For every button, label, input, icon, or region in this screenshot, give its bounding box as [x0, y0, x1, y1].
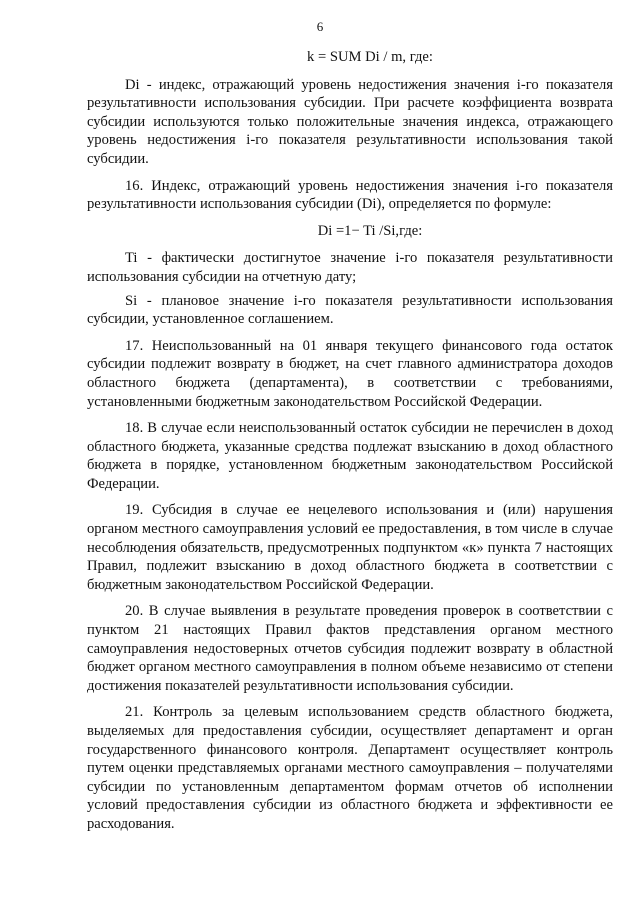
paragraph-17: 17. Неиспользованный на 01 января текущего финансового года остаток субсидии подлежит возврату в бюджет, на счет главного администратора доходов областного бюджета (департамента), в соответствии с требованиями, установленными бюджетным законодательством Российской Федерации.: [87, 337, 613, 410]
definition-di: Di - индекс, отражающий уровень недостижения значения i-го показателя результативности использования субсидии. При расчете коэффициента возврата субсидии используются только положительные значения индекса, отражающего уровень недостижения i-го показателя результативности использования такой субсидии.: [87, 76, 613, 167]
formula-di: Di =1− Ti /Si,где:: [317, 222, 423, 239]
definition-si: Si - плановое значение i-го показателя результативности использования субсидии, установленное соглашением.: [87, 292, 613, 328]
paragraph-18: 18. В случае если неиспользованный остаток субсидии не перечислен в доход областного бюджета, указанные средства подлежат взысканию в доход областного бюджета в порядке, установленном бюджетным законодательством Российской Федерации.: [87, 420, 613, 492]
document-body: [87, 48, 613, 842]
formula-k: k = SUM Di / m, где:: [307, 49, 433, 65]
definition-ti: Ti - фактически достигнутое значение i-го показателя результативности использования субсидии на отчетную дату;: [87, 250, 613, 285]
paragraph-16: 16. Индекс, отражающий уровень недостижения значения i-го показателя результативности использования субсидии (Di), определяется по формуле:: [87, 177, 613, 213]
page-number: 6: [316, 19, 324, 34]
paragraph-19: 19. Субсидия в случае ее нецелевого использования и (или) нарушения органом местного самоуправления условий ее предоставления, в том числе в случае несоблюдения обязательств, предусмотренных подпунктом «к» пункта 7 настоящих Правил, подлежит взысканию в доход областного бюджета в соответствии с бюджетным законодательством Российской Федерации.: [87, 502, 613, 593]
paragraph-20: 20. В случае выявления в результате проведения проверок в соответствии с пунктом 21 настоящих Правил фактов представления органом местного самоуправления недостоверных отчетов субсидия подлежит возврату в областной бюджет органом местного самоуправления в полном объеме независимо от степени достижения показателей результативности использования субсидии.: [87, 603, 613, 694]
paragraph-21: 21. Контроль за целевым использованием средств областного бюджета, выделяемых для предоставления субсидии, осуществляет департамент и орган государственного финансового контроля. Департамент осуществляет контроль путем оценки представляемых органами местного самоуправления – получателями субсидии по установленным департаментом формам отчетов об исполнении условий предоставления субсидии из областного бюджета и эффективности ее расходования.: [87, 704, 613, 832]
